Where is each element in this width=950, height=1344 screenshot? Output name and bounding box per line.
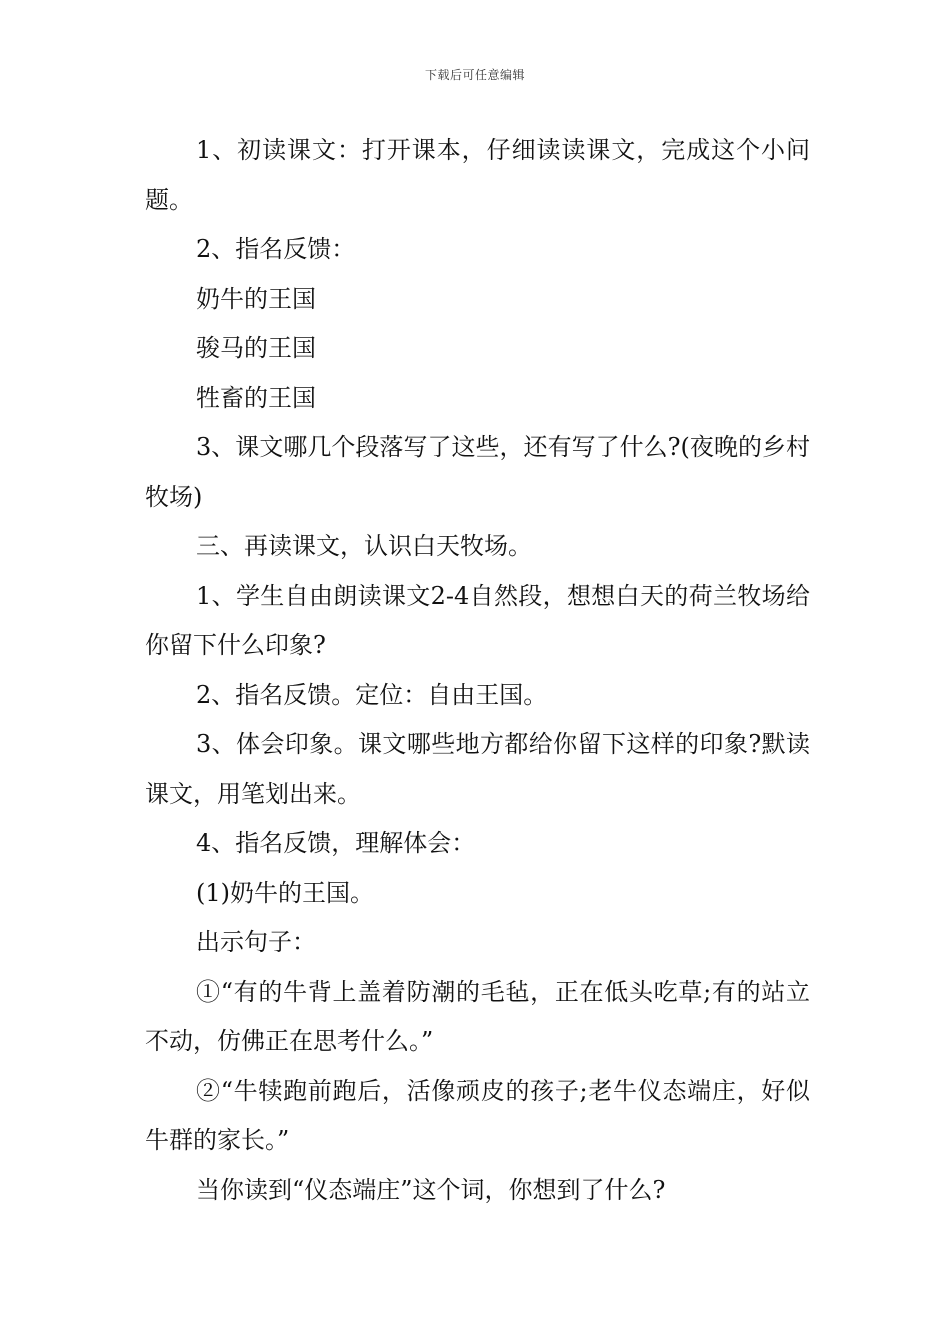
paragraph: ①“有的牛背上盖着防潮的毛毡，正在低头吃草;有的站立不动，仿佛正在思考什么。” [145,977,810,1055]
document-body [145,126,810,1215]
paragraph: 牲畜的王国 [196,383,316,412]
paragraph: 当你读到“仪态端庄”这个词，你想到了什么? [196,1175,666,1204]
paragraph: 1、学生自由朗读课文2-4自然段，想想白天的荷兰牧场给你留下什么印象? [145,581,810,659]
paragraph: ②“牛犊跑前跑后，活像顽皮的孩子;老牛仪态端庄，好似牛群的家长。” [145,1076,810,1154]
paragraph: (1)奶牛的王国。 [196,878,374,907]
paragraph: 出示句子： [196,928,316,956]
paragraph: 三、再读课文，认识白天牧场。 [196,532,532,560]
paragraph: 2、指名反馈。定位：自由王国。 [196,680,548,709]
paragraph: 1、初读课文：打开课本，仔细读读课文，完成这个小问题。 [145,136,810,214]
paragraph: 3、体会印象。课文哪些地方都给你留下这样的印象?默读课文，用笔划出来。 [145,730,810,808]
paragraph: 3、课文哪几个段落写了这些，还有写了什么?(夜晚的乡村牧场) [145,433,810,511]
paragraph: 骏马的王国 [196,334,316,362]
paragraph: 2、指名反馈： [196,235,356,263]
page-header: 下载后可任意编辑 [424,68,525,82]
paragraph: 奶牛的王国 [196,284,316,313]
paragraph: 4、指名反馈，理解体会： [196,829,476,857]
